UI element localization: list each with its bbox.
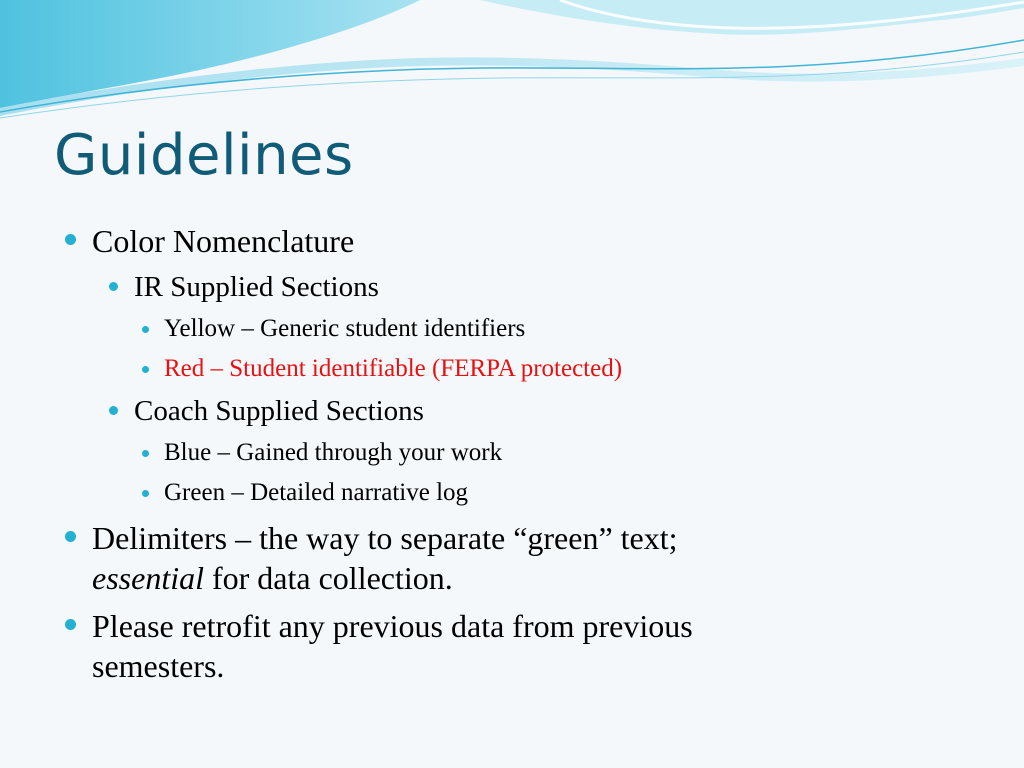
bullet-dot-icon [142, 366, 149, 373]
wave-decoration [0, 0, 1024, 130]
bullet-text-line2: semesters. [92, 648, 225, 684]
bullet-dot-icon [142, 326, 149, 333]
slide-title: Guidelines [54, 123, 354, 188]
emphasis-text: essential [92, 560, 204, 596]
bullet-color-nomenclature [92, 221, 992, 261]
bullet-retrofit [92, 606, 992, 686]
bullet-green [164, 478, 468, 508]
bullet-dot-icon [109, 282, 118, 291]
bullet-red [164, 354, 622, 384]
bullet-text-line1: Please retrofit any previous data from previous [92, 608, 693, 644]
bullet-text-line2 [92, 558, 992, 598]
bullet-dot-icon [65, 234, 76, 245]
bullet-delimiters [92, 518, 992, 598]
bullet-dot-icon [142, 490, 149, 497]
bullet-blue [164, 438, 502, 468]
bullet-dot-icon [65, 619, 76, 630]
bullet-text: Yellow – Generic student identifiers [164, 315, 526, 342]
bullet-dot-icon [109, 406, 118, 415]
bullet-text-line1: Delimiters – the way to separate “green” text; [92, 520, 678, 556]
bullet-coach-supplied-sections [134, 394, 424, 428]
bullet-text: IR Supplied Sections [134, 271, 379, 303]
bullet-dot-icon [142, 450, 149, 457]
bullet-yellow [164, 314, 525, 344]
bullet-dot-icon [65, 531, 76, 542]
bullet-text: Color Nomenclature [92, 223, 355, 259]
bullet-text-rest: for data collection. [203, 560, 453, 596]
bullet-text: Coach Supplied Sections [134, 395, 424, 427]
bullet-text: Green – Detailed narrative log [164, 479, 469, 506]
bullet-text: Red – Student identifiable (FERPA protected) [164, 355, 623, 382]
bullet-text: Blue – Gained through your work [164, 439, 503, 466]
bullet-ir-supplied-sections [134, 270, 379, 304]
